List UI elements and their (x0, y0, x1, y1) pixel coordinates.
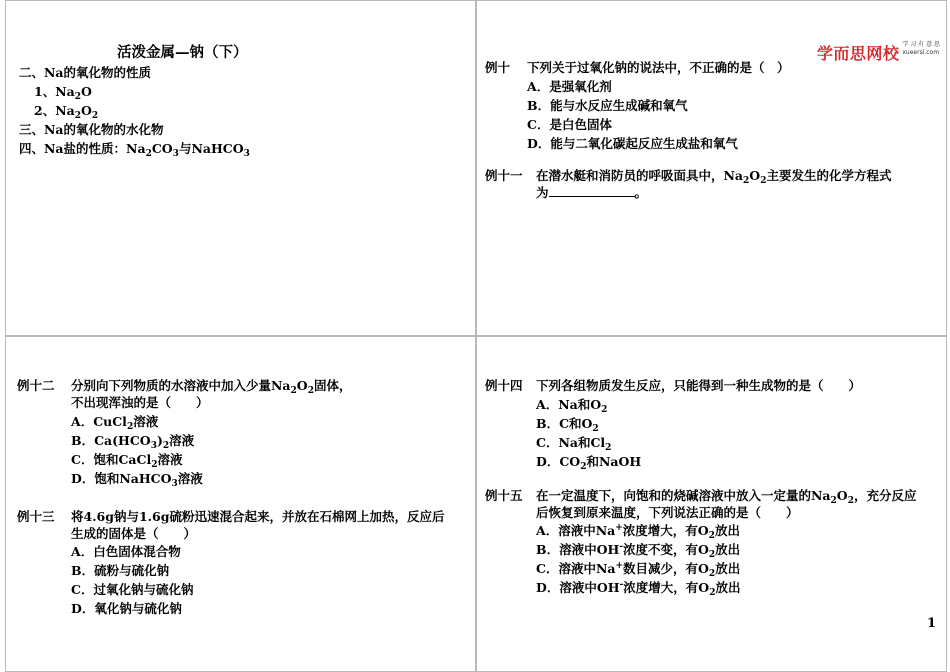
brand-logo (817, 41, 940, 64)
example-15-option-d: D．溶液中OH-浓度增大，有$O_2$放出 (536, 580, 741, 598)
example-12-stem-cont: 不出现浑浊的是（ ） (71, 395, 209, 410)
example-14-label: 例十四 (485, 378, 523, 393)
page-number: 1 (926, 616, 936, 631)
page-title: 活泼金属—钠（下） (117, 44, 248, 61)
example-13-label: 例十三 (17, 509, 55, 524)
example-12-option-b: B．$Ca(HCO_3)_2$溶液 (71, 433, 195, 451)
logo-text: 学而思网校 (816, 44, 900, 63)
slide-panel-4 (476, 336, 947, 672)
example-13-option-a: A．白色固体混合物 (71, 544, 181, 559)
example-11-stem: 在潜水艇和消防员的呼吸面具中，$Na_2O_2$主要发生的化学方程式 (536, 168, 892, 186)
outline-subitem-1: 1、$Na_2O$ (34, 84, 92, 102)
example-13-option-b: B．硫粉与硫化钠 (71, 563, 170, 578)
example-13-option-d: D．氧化钠与硫化钠 (71, 601, 182, 616)
example-10-label: 例十 (485, 60, 511, 75)
outline-subitem-2: 2、$Na_2O_2$ (34, 103, 99, 121)
example-15-stem: 在一定温度下，向饱和的烧碱溶液中放入一定量的$Na_2O_2$，充分反应 (536, 488, 917, 506)
example-15-option-b: B．溶液中OH-浓度不变，有$O_2$放出 (536, 542, 741, 560)
example-14-option-a: A．Na和$O_2$ (536, 397, 608, 415)
example-15-option-a: A．溶液中Na+浓度增大，有$O_2$放出 (536, 523, 740, 541)
example-10-stem: 下列关于过氧化钠的说法中，不正确的是（ ） (527, 60, 790, 75)
example-12-label: 例十二 (17, 378, 55, 393)
example-12-option-d: D．饱和NaHCO$_3$溶液 (71, 471, 203, 489)
example-15-label: 例十五 (485, 488, 523, 503)
example-11-label: 例十一 (485, 168, 523, 183)
slide-panel-3 (5, 336, 476, 672)
example-14-option-d: D．$CO_2$和NaOH (536, 454, 642, 472)
outline-item-4: 四、Na盐的性质：$Na_2CO_3$与NaHCO$_3$ (19, 141, 250, 159)
example-10-option-a: A．是强氧化剂 (527, 79, 612, 94)
example-13-option-c: C．过氧化钠与硫化钠 (71, 582, 194, 597)
example-12-option-a: A．CuCl$_2$溶液 (71, 414, 159, 432)
example-12-option-c: C．饱和CaCl$_2$溶液 (71, 452, 183, 470)
example-11-answer-line: 为 。 (536, 185, 648, 200)
slide-panel-1 (5, 0, 476, 336)
example-14-stem: 下列各组物质发生反应，只能得到一种生成物的是（ ） (536, 378, 862, 393)
slide-panel-2 (476, 0, 947, 336)
example-13-stem: 将4.6g钠与1.6g硫粉迅速混合起来，并放在石棉网上加热，反应后 (71, 509, 445, 524)
example-13-stem-cont: 生成的固体是（ ） (71, 526, 197, 541)
logo-subtext: 学 习 有 意 思 xueersi.com (902, 41, 940, 56)
example-15-stem-cont: 后恢复到原来温度，下列说法正确的是（ ） (536, 505, 799, 520)
answer-blank (549, 185, 635, 197)
example-10-option-d: D．能与二氧化碳起反应生成盐和氧气 (527, 136, 738, 151)
outline-item-3: 三、Na的氧化物的水化物 (19, 122, 164, 137)
example-10-option-c: C．是白色固体 (527, 117, 612, 132)
example-10-option-b: B．能与水反应生成碱和氧气 (527, 98, 688, 113)
example-12-stem: 分别向下列物质的水溶液中加入少量$Na_2O_2$固体， (71, 378, 352, 396)
outline-item-2: 二、Na的氧化物的性质 (19, 65, 152, 80)
example-14-option-b: B．C和$O_2$ (536, 416, 599, 434)
example-15-option-c: C．溶液中Na+数目减少，有$O_2$放出 (536, 561, 741, 579)
example-14-option-c: C．Na和$Cl_2$ (536, 435, 612, 453)
